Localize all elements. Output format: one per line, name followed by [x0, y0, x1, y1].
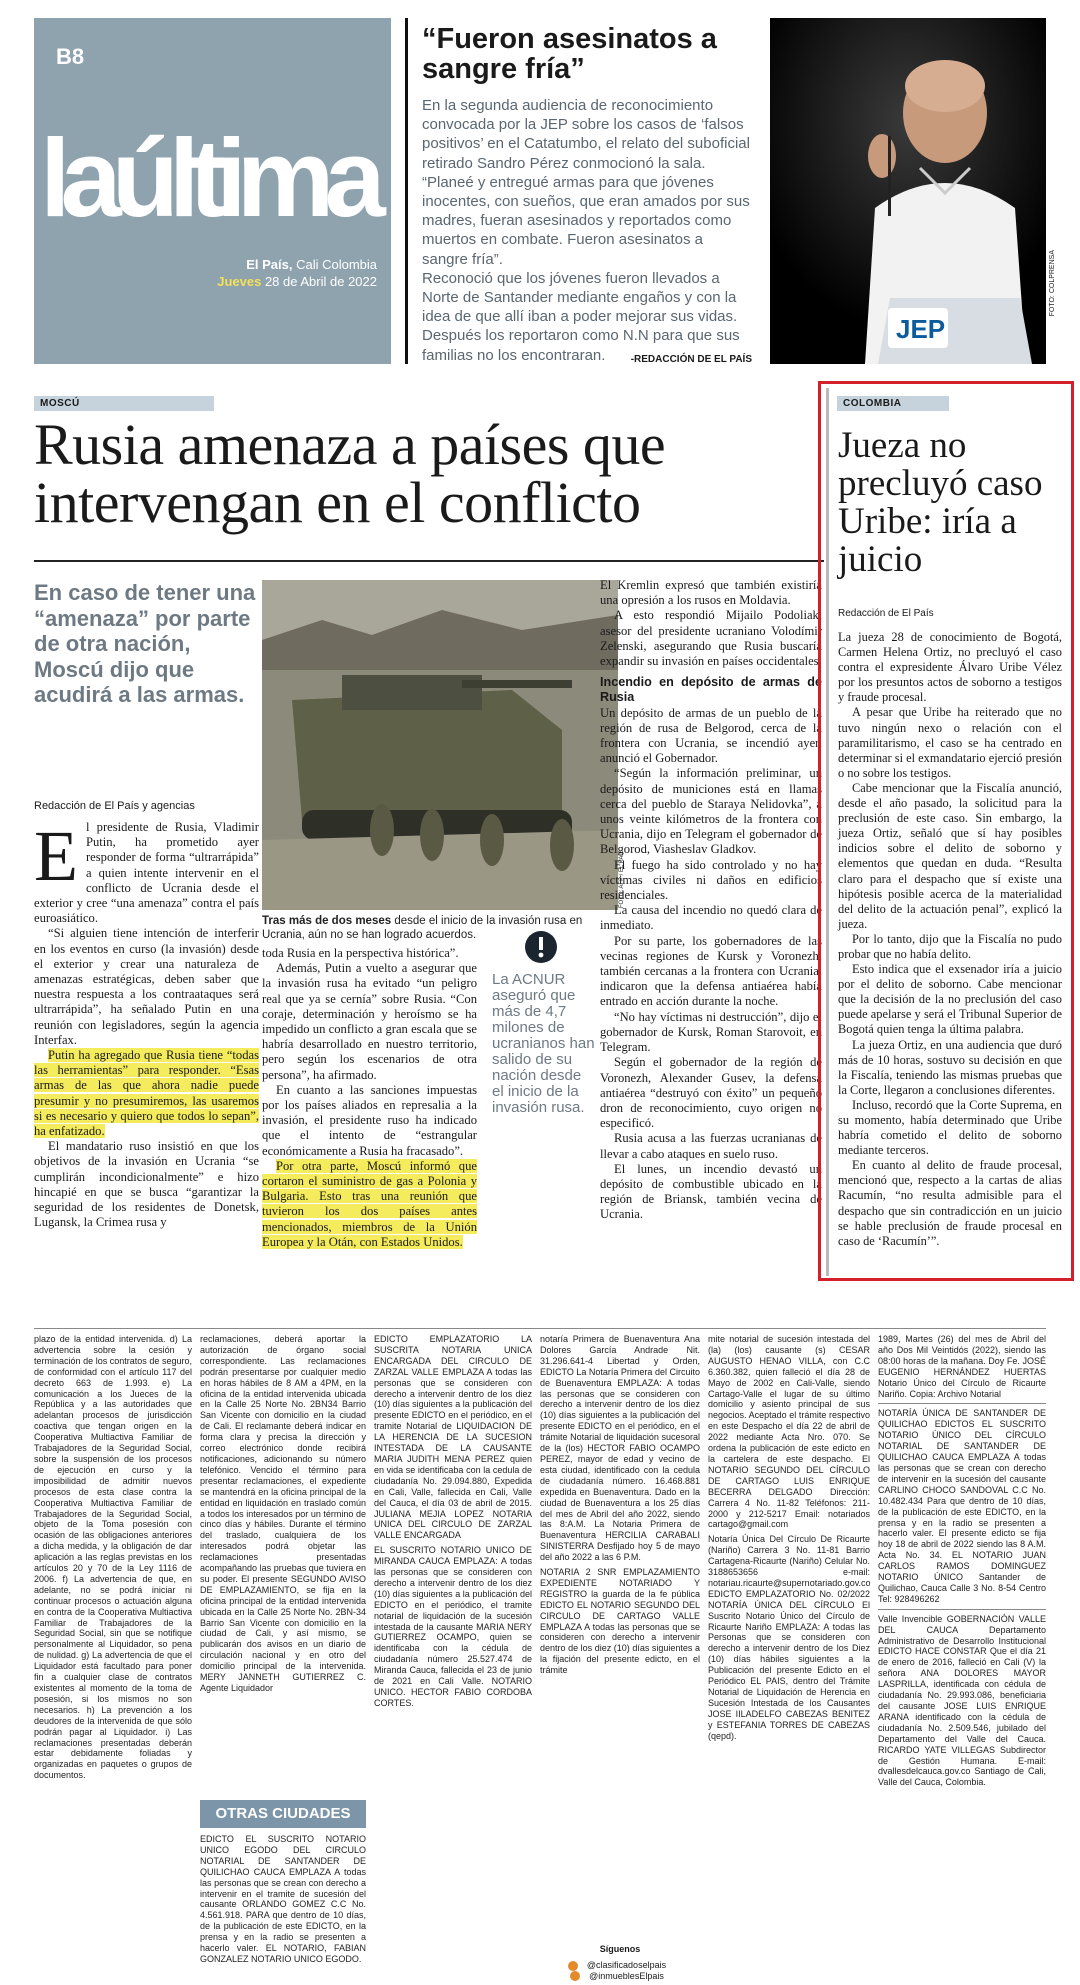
masthead-block [34, 18, 391, 364]
legal-notice: reclamaciones, deberá aportar la autorización de órgano social correspondiente. Las reclamaciones podrán presentarse por cualquier medio en horas hábiles de 8 AM a 4PM, en la oficina de la entidad intervenida ubicada en la Calle 25 Norte No. 2BN34 Barrio San Vicente con domicilio en la ciudad de Cali. El reclamante deberá indicar en forma clara y precisa la dirección y correo electrónico donde recibirá notificaciones, adicionando su número telefónico. Vencido el término para presentar reclamaciones, el expediente se mantendrá en la oficina principal de la entidad en liquidación en traslado común a todos los interesados por un término de cinco días y hábiles. Durante el término del traslado, cualquiera de los interesados podrá objetar las reclamaciones presentadas acompañando las pruebas que tuviera en su poder. El presente SEGUNDO AVISO DE EMPLAZAMIENTO, se fija en la oficina principal de la entidad intervenida ubicada en la Calle 25 Norte No. 2BN-34 Barrio San Vicente con domicilio en la ciudad de Cali, y así mismo, se publicarán dos avisos en un diario de circulación nacional y en otro del domicilio principal de la intervenida. MERY JANNETH GUTIERREZ C. Agente Liquidador [200, 1334, 366, 1693]
section-label-moscu: MOSCÚ [34, 396, 214, 411]
speaker-photo [770, 18, 1046, 364]
armored-vehicle-illustration [262, 580, 618, 910]
jep-logo: JEP [896, 314, 946, 344]
colombia-rule [826, 388, 829, 1276]
legal-notice: EL SUSCRITO NOTARIO UNICO DE MIRANDA CAUCA EMPLAZA: A todas las personas que se consideren con derecho a intervenir dentro de los diez (10) días siguientes a la publicación del EDICTO en el periódico, el tramite notarial de liquidación de la sucesión intestada de la causante MARIA NERY GUTIERREZ OCAMPO, quien se identificaba con la cédula de ciudadanía número 25.527.474 de Miranda Cauca, fallecida el 23 de junio de 2021 en Cali Valle. NOTARIO UNICO. HECTOR FABIO CORDOBA CORTES. [374, 1545, 532, 1708]
top-story-title: “Fueron asesinatos a sangre fría” [422, 23, 717, 85]
classified-column [878, 1334, 1046, 1792]
caption-text: desde el inicio de la invasión rusa en Ucrania, aún no se han logrado acuerdos. [262, 915, 583, 941]
paper-name: El País, [246, 257, 293, 272]
social-handle[interactable]: @clasificadoselpais [568, 1960, 672, 1971]
legal-notice: EDICTO EMPLAZATORIO LA SUSCRITA NOTARIA UNICA ENCARGADA DEL CIRCULO DE ZARZAL VALLE EMPLAZA A todas las personas que se consideren con derecho a intervenir dentro de los diez (10) días siguientes a la publicación del presente EDICTO en el periódico, en el tramite Notarial de LIQUIDACION DE LA HERENCIA DE LA SUCESION INTESTADA DE LA CAUSANTE MARIA JUDITH MENA PEREZ quien en vida se identificaba con la cedula de ciudadanía No. 29.094.880, Expedida en Cali, Valle, fallecida en Cali, Valle del Cauca, el día 03 de abril de 2015. JULIANA MEJIA LOPEZ NOTARIA UNICA DEL CIRCULO DE ZARZAL VALLE ENCARGADA [374, 1334, 532, 1541]
section-label-colombia: COLOMBIA [837, 396, 949, 411]
colombia-paragraph: Cabe mencionar que la Fiscalía anunció, desde el año pasado, la solicitud para la preclusión de este caso. Sin embargo, la jueza Ortiz, señaló que sí hay posibles indicios sobre el delito de soborno y elementos que quedan en duda. “Resulta claro para el despacho que sí existe una hipótesis posible acerca de la materialidad del delito de la actuación penal”, explicó la jueza. [838, 780, 1062, 931]
colombia-paragraph: Esto indica que el exsenador iría a juicio por el delito de soborno. Cabe mencionar que la decisión de la no preclusión del caso puede apelarse y será el Tribunal Superior de Bogotá quien tenga la última palabra. [838, 962, 1062, 1037]
colombia-lead: La jueza 28 de conocimiento de Bogotá, Carmen Helena Ortiz, no precluyó el caso contra el expresidente Álvaro Uribe Vélez por los presuntos actos de soborno a testigos y fraude procesal. [838, 630, 1062, 705]
classifieds-divider [34, 1328, 1046, 1329]
article-paragraph: El mandatario ruso insistió en que los objetivos de la invasión en Ucrania “se cumplirán incondicionalmente” e hizo hincapié en que se busca “garantizar la seguridad de los residentes de Donetsk, Lugansk, la Crimea rusa y [34, 1139, 259, 1230]
article-paragraph: En cuanto a las sanciones impuestas por los países aliados en represalia a la invasión, el presidente ruso ha indicado que el intento de “estrangular económicamente a Rusia ha fracasado”. [262, 1082, 477, 1158]
otras-ciudades-banner: OTRAS CIUDADES [200, 1800, 366, 1828]
classified-column [374, 1334, 532, 1713]
edition-date: 28 de Abril de 2022 [264, 274, 377, 289]
classified-column [540, 1334, 700, 1680]
top-story-paragraph: En la segunda audiencia de reconocimiento convocada por la JEP sobre los casos de ‘falsos positivos’ en el Catatumbo, el relato del suboficial retirado Sandro Pérez conmocionó la sala. “Planeé y entregué armas para que jóvenes inocentes, con sueños, que eran amados por sus madres, fueran asesinados y reportados como muertos en combate. Fueron asesinatos a sangre fría”. [422, 97, 750, 268]
photo-caption [262, 914, 618, 942]
article-paragraph: A esto respondió Mijailo Podoliak, asesor del presidente ucraniano Volodímir Zelenski, asegurando que Rusia buscaría expandir su invasión en países occidentales. [600, 608, 822, 669]
exclamation-icon [524, 930, 558, 964]
article-paragraph: “Si alguien tiene intención de interferir en los eventos en curso (la invasión) desde el exterior y crear una naturaleza de amenazas estratégicas, deben saber que nuestra respuesta a los contraataques será ultrarrápida”, ha señalado Putin en una reunión con legisladores, según la agencia Interfax. [34, 926, 259, 1047]
legal-notice: mite notarial de sucesión intestada del (la) (los) causante (s) CESAR AUGUSTO HENAO VILLA, con C.C 6.360.382, quien falleció el día 28 de Mayo de 2002 en Cali-Valle, siendo Cartago-Valle el lugar de su último domicilio y asiento principal de sus negocios. Aceptado el trámite respectivo en este Despacho el día 22 de abril de 2022 mediante Acta Nro. 070. Se ordena la publicación de este edicto en la cartelera de este despacho. El NOTARIO SEGUNDO DEL CÍRCULO DE CARTAGO LUIS ENRIQUE BECERRA DELGADO Dirección: Carrera 4 No. 11-82 Teléfonos: 211-2000 y 212-5217 Email: notariados cartago@gmail.com [708, 1334, 870, 1530]
colombia-paragraph: A pesar que Uribe ha reiterado que no tuvo ningún nexo o relación con el paramilitarismo, el caso se ha centrado en determinar si el exmandatario ejerció presión o no sobre los testigos. [838, 705, 1062, 780]
colombia-paragraph: En cuanto al delito de fraude procesal, mencionó que, respecto a la cartas de alias Racumín, “no resulta admisible para el despacho que sin contradicción en un juicio se hable preclusión de fraude procesal en caso de ‘Racumín’”. [838, 1158, 1062, 1248]
social-handles [540, 1960, 700, 1981]
legal-notice: notaría Primera de Buenaventura Ana Dolores García Andrade Nit. 31.296.641-4 Libertad y Orden, EDICTO La Notaría Primera del Circuito de Buenaventura EMPLAZA: A todas las personas que se consideren con derecho a intervenir dentro de los diez (10) días siguientes a la publicación del presente EDICTO en el periódico, en el trámite Notarial de liquidación sucesoral de la (los) HECTOR FABIO OCAMPO PEREZ, mayor de edad y vecino de esta ciudad, identificado con la cedula de ciudadanía número. 16.468.881 expedida en Buenaventura. Dado en la ciudad de Buenaventura a los 25 días del mes de Abril del año 2022, siendo las 8:A.M. La Notaria Primera de Buenaventura HERCILIA CARABALI SINISTERRA Desfijado hoy 5 de mayo del año 2022 a las 6 P.M. [540, 1334, 700, 1563]
caption-lead: Tras más de dos meses [262, 915, 392, 927]
article-column-3 [600, 578, 822, 1223]
edition-info [217, 256, 377, 290]
photo-credit: FOTO: AFP / EL PAÍS [619, 850, 625, 909]
speaker-illustration [770, 18, 1046, 364]
page-number: B8 [56, 44, 85, 69]
article-paragraph: Rusia acusa a las fuerzas ucranianas de llevar a cabo ataques en suelo ruso. [600, 1131, 822, 1161]
legal-notice: NOTARÍA ÚNICA DE SANTANDER DE QUILICHAO EDICTOS EL SUSCRITO NOTARIO ÚNICO DEL CÍRCULO NOTARIAL DE SANTANDER DE QUILICHAO CAUCA EMPLAZA A todas las personas que se crean con derecho de intervenir en la sucesión del causante CARLINO CHOCO SANDOVAL C.C No. 10.482.434 Para que dentro de 10 días, de la publicación de este EDICTO, en la prensa y en la radio se presenten a hacerlo valer. El presente edicto se fija hoy 18 de abril de 2022 siendo las 8 A.M. Acta No. 34. EL NOTARIO JUAN CARLOS RAMOS DOMINGUEZ NOTARIO ÚNICO Santander de Quilichao, Cauca Calle 3 No. 8-54 Centro Tel: 928496262 [878, 1403, 1046, 1604]
subheading: Incendio en depósito de armas de Rusia [600, 675, 822, 705]
article-paragraph: toda Rusia en la perspectiva histórica”. [262, 946, 459, 960]
article-paragraph: El fuego ha sido controlado y no hay víctimas civiles ni daños en edificios residenciales. [600, 857, 822, 903]
article-paragraph: “Según la información preliminar, un depósito de municiones está en llamas cerca del pueblo de Staraya Nelidovka”, a unos veinte kilómetros de la frontera con Ucrania, dijo en Telegram el gobernador de Belgorod, Viasheslav Gladkov. [600, 766, 822, 857]
section-brand: laúltima [40, 117, 376, 240]
article-paragraph: Un depósito de armas de un pueblo de la región de rusa de Belgorod, cerca de la frontera con Ucrania, se incendió ayer, anunció el Gobernador. [600, 705, 822, 766]
legal-notice: EDICTO EL SUSCRITO NOTARIO UNICO EGODO DEL CIRCULO NOTARIAL DE SANTANDER DE QUILICHAO CAUCA EMPLAZA A todas las personas que se crean con derecho a intervenir en el tramite de sucesión del causante ORLANDO GOMEZ C.C No. 4.561.918. PARA que dentro de 10 días, de la publicación de este EDICTO, en la prensa y en la radio se presenten a hacerlo valer. EL NOTARIO, FABIAN GONZALEZ NOTARIO UNICO EGODO. [200, 1834, 366, 1964]
article-paragraph: El lunes, un incendio devastó un depósito de combustible ubicado en la región de Briansk, también vecina de Ucrania. [600, 1161, 822, 1222]
stat-sidebar: La ACNUR aseguró que más de 4,7 milones de ucranianos han salido de su nación desde el inicio de la invasión rusa. [492, 971, 595, 1116]
colombia-headline: Jueza no precluyó caso Uribe: iría a juicio [838, 425, 1043, 580]
main-byline: Redacción de El País y agencias [34, 800, 195, 812]
dropcap: E [34, 816, 78, 896]
colombia-paragraph: La jueza Ortiz, en una audiencia que duró más de 10 horas, sostuvo su decisión en que la Fiscalía, teniendo las mismas pruebas que la Corte, llegaron a conclusiones diferentes. [838, 1037, 1062, 1097]
social-icon [568, 1961, 578, 1971]
article-column-1 [34, 816, 259, 1230]
article-paragraph: Por su parte, los gobernadores de las vecinas regiones de Kursk y Voronezh, también cercanas a la frontera con Ucrania, indicaron que la defensa antiaérea había entrado en acción durante la noche. [600, 933, 822, 1009]
top-story-body [422, 96, 752, 365]
article-paragraph: La causa del incendio no quedó clara de inmediato. [600, 903, 822, 933]
classified-column [200, 1834, 366, 1969]
soldiers-photo [262, 580, 618, 910]
legal-notice: Valle Invencible GOBERNACIÓN VALLE DEL CAUCA Departamento Administrativo de Desarrollo Institucional EDICTO HACE CONSTAR Que el día 21 de enero de 2016, falleció en Cali (V) la señora ANA DOLORES MAYOR LASPRILLA, identificada con cédula de ciudadanía No. 29.993.086, beneficiaria del causante JOSE LUIS ENRIQUE ARANA identificado con la cédula de ciudadanía No. 2.509.546, jubilado del Departamento del Valle del Cauca. RICARDO YATE VILLEGAS Subdirector de Gestión Humana. E-mail: dvallesdelcauca.gov.co Santiago de Cali, Valle del Cauca, Colombia. [878, 1609, 1046, 1789]
legal-notice: 1989, Martes (26) del mes de Abril del año Dos Mil Veintidós (2022), siendo las 08:00 horas de la mañana. Doy Fe. JOSÉ EUGENIO HERNÁNDEZ HUERTAS Notario Único del Círculo de Ricaurte Nariño. Copia: Archivo Notarial [878, 1334, 1046, 1399]
highlighted-paragraph: Por otra parte, Moscú informó que cortaron el suministro de gas a Polonia y Bulgaria. Esto tras una reunión que tuvieron los dos países antes mencionados, miembros de la Unión Europea y la Otán, con Estados Unidos. [262, 1158, 477, 1249]
top-story-signature: -REDACCIÓN DE EL PAÍS [630, 354, 752, 365]
classified-column [708, 1334, 870, 1746]
photo-credit: FOTO: COLPRENSA [1049, 250, 1056, 317]
top-story-paragraph: Reconoció que los jóvenes fueron llevados a Norte de Santander mediante engaños y con la idea de que allí iban a poder mejorar sus vidas. Después los reportaron como N.N para que sus familias no los encontraran. [422, 269, 740, 364]
article-paragraph: El Kremlin expresó que también existiría una opresión a los rusos en Moldavia. [600, 578, 822, 608]
social-handle[interactable]: @inmueblesElpais [570, 1971, 670, 1982]
legal-notice: plazo de la entidad intervenida. d) La advertencia sobre la cesión y terminación de los contratos de seguro, de conformidad con el artículo 117 del decreto 663 de 1.993. e) La comunicación a los Jueces de la República y a las autoridades que adelantan procesos de jurisdicción coactiva que tengan origen en la Cooperativa Multiactiva Familiar de Trabajadores de la Seguridad Social, sobre la suspensión de los procesos de ejecución en curso y la imposibilidad de admitir nuevos procesos de esta clase contra la Cooperativa Multiactiva Familiar de Trabajadores de la Seguridad Social, objeto de la Toma posesión con ocasión de las obligaciones anteriores a dicha medida, y la obligación de dar aplicación a las reglas previstas en los artículos 20 y 70 de la Ley 1116 de 2006. f) La advertencia de que, en adelante, no se podrá iniciar ni continuar procesos o actuación alguna en contra de la Cooperativa Multiactiva Familiar de Trabajadores de la Seguridad Social, sin que se notifique personalmente al Liquidador, so pena de nulidad. g) La advertencia de que el Liquidador está facultado para poner fin a cualquier clase de contratos existentes al momento de la toma de posesión, si los mismos no son necesarios. h) La prevención a los deudores de la intervenida de que sólo podrán pagar al Liquidador. i) Las reclamaciones presentadas deberán estar debidamente foliadas y organizadas en paquetes o grupos de documentos. [34, 1334, 192, 1781]
colombia-paragraph: Incluso, recordó que la Corte Suprema, en su momento, había determinado que Uribe habría cometido el delito de soborno mediante terceros. [838, 1097, 1062, 1158]
top-story-divider [405, 18, 408, 364]
highlighted-paragraph: Putin ha agregado que Rusia tiene “todas las herramientas” para responder. “Esas armas de las que ahora nadie puede presumir y no presumiremos, las usaremos si es necesario y quiero que todos lo sepan”, ha enfatizado. [34, 1048, 259, 1139]
classified-column [200, 1334, 366, 1698]
article-column-2 [262, 946, 477, 1250]
edition-city: Cali Colombia [296, 257, 377, 272]
classified-column [34, 1334, 192, 1785]
headline-divider [34, 560, 824, 562]
follow-label: Síguenos [599, 1944, 641, 1954]
edition-weekday: Jueves [217, 274, 262, 289]
article-paragraph: Además, Putin a vuelto a asegurar que la invasión rusa ha evitado “un peligro real que ya se cernía” sobre Rusia. “Con coraje, determinación y heroísmo se ha impedido un conflicto a gran escala que se habría desarrollado en nuestro territorio, pero según los escenarios de otra persona”, ha afirmado. [262, 961, 477, 1082]
colombia-byline: Redacción de El País [838, 608, 934, 619]
social-icon [570, 1971, 580, 1981]
colombia-body [838, 630, 1062, 1249]
article-paragraph: Según el gobernador de la región de Voronezh, Alexander Gusev, la defensa antiaérea “destruyó con éxito” un pequeño dron de reconocimiento, cuyo origen no especificó. [600, 1055, 822, 1131]
main-headline: Rusia amenaza a países que intervengan en el conflicto [34, 412, 666, 535]
article-paragraph: “No hay víctimas ni destrucción”, dijo el gobernador de Kursk, Roman Starovoit, en Telegram. [600, 1009, 822, 1055]
main-deck: En caso de tener una “amenaza” por parte de otra nación, Moscú dijo que acudirá a las armas. [34, 580, 256, 707]
lead-paragraph: l presidente de Rusia, Vladimir Putin, ha prometido ayer responder de forma “ultrarrápida” a quien intente intervenir en el conflicto de Ucrania desde el exterior y cree “una amenaza” contra el país euroasiático. [34, 820, 259, 926]
colombia-paragraph: Por lo tanto, dijo que la Fiscalía no pudo probar que no había delito. [838, 931, 1062, 961]
legal-notice: Notaría Única Del Círculo De Ricaurte (Nariño) Carrera 3 No. 11-81 Barrio Cartagena-Ricaurte (Nariño) Celular No. 3188653656 e-mail: notariau.ricaurte@supernotariado.gov.co EDICTO EMPLAZATORIO No. 02/2022 NOTARÍA ÚNICA DEL CÍRCULO El Suscrito Notario Único del Círculo de Ricaurte Nariño EMPLAZA: A todas las Personas que se consideren con derecho a intervenir dentro de los Diez (10) días hábiles siguientes a la Publicación del presente Edicto en el Periódico EL PAIS, dentro del Trámite Notarial de Liquidación de Herencia en Sucesión Intestada de los Causantes JOSE IILADELFO CABEZAS BENITEZ y ESTEFANIA TORRES DE CABEZAS (qepd). [708, 1534, 871, 1741]
legal-notice: NOTARIA 2 SNR EMPLAZAMIENTO EXPEDIENTE NOTARIADO Y REGISTRO la guarda de la fe pública EDICTO EL NOTARIO SEGUNDO DEL CIRCULO DE CARTAGO VALLE EMPLAZA A todas las personas que se consideren con derecho a intervenir dentro de los diez (10) días siguientes a la fijación del presente edicto, en el trámite [540, 1567, 700, 1676]
